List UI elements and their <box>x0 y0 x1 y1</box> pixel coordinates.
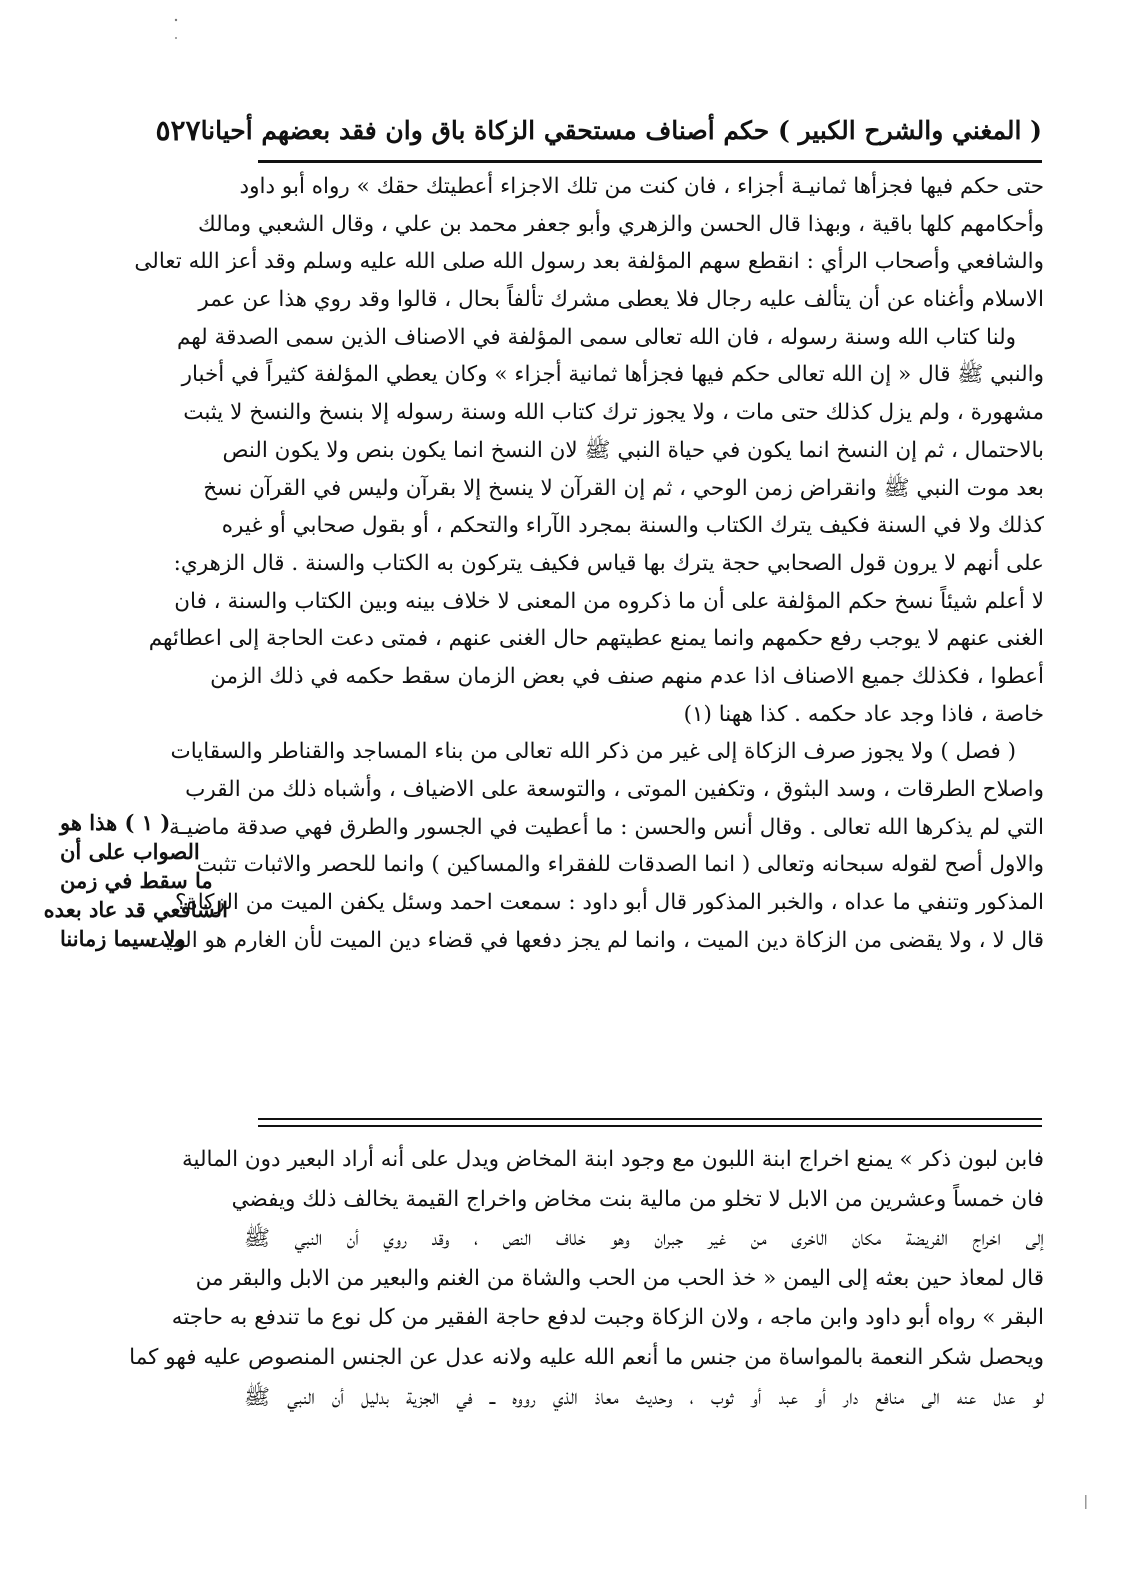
text-line: ولنا كتاب الله وسنة رسوله ، فان الله تعالى سمى المؤلفة في الاصناف الذين سمى الصدقة لهم <box>176 324 1016 350</box>
commentary-line: ويحصل شكر النعمة بالمواساة من جنس ما أنعم الله عليه ولانه عدل عن الجنس المنصوص عليه فهو كما <box>129 1344 1044 1370</box>
text-line: التي لم يذكرها الله تعالى . وقال أنس والحسن : ما أعطيت في الجسور والطرق فهي صدقة ماضيـة <box>169 814 1044 840</box>
text-line: واصلاح الطرقات ، وسد البثوق ، وتكفين الموتى ، والتوسعة على الاضياف ، وأشباه ذلك من القرب <box>185 777 1044 802</box>
margin-footnote <box>43 808 228 953</box>
text-line: والنبي ﷺ قال « إن الله تعالى حكم فيها فجزأها ثمانية أجزاء » وكان يعطي المؤلفة كثيراً في أخبار <box>181 362 1044 388</box>
text-line: خاصة ، فاذا وجد عاد حكمه . كذا ههنا (١) <box>683 701 1044 727</box>
text-line: قال لا ، ولا يقضى من الزكاة دين الميت ، وانما لم يجز دفعها في قضاء دين الميت لأن الغارم هو الميت <box>145 927 1044 953</box>
margin-note-line: ولا سيما زماننا <box>60 926 186 951</box>
text-line: حتى حكم فيها فجزأها ثمانيـة أجزاء ، فان كنت من تلك الاجزاء أعطيتك حقك » رواه أبو داود <box>239 174 1044 199</box>
section-divider <box>258 1118 1042 1127</box>
margin-note-line: الصواب على أن <box>60 839 200 864</box>
text-line: بالاحتمال ، ثم إن النسخ انما يكون في حياة النبي ﷺ لان النسخ انما يكون بنص ولا يكون النص <box>222 437 1044 463</box>
text-line: على أنهم لا يرون قول الصحابي حجة يترك بها قياس فكيف يتركون به الكتاب والسنة . قال الزهري: <box>173 550 1044 576</box>
margin-note-line: الشافعي قد عاد بعده <box>43 897 228 922</box>
text-line: مشهورة ، ولم يزل كذلك حتى مات ، ولا يجوز ترك كتاب الله وسنة رسوله إلا بنسخ والنسخ لا يثبت <box>183 400 1044 426</box>
commentary-line: البقر » رواه أبو داود وابن ماجه ، ولان الزكاة وجبت لدفع حاجة الفقير من كل نوع ما تندفع به حاجته <box>171 1305 1044 1331</box>
text-line: بعد موت النبي ﷺ وانقراض زمن الوحي ، ثم إن القرآن لا ينسخ إلا بقرآن وليس في القرآن نسخ <box>203 475 1044 501</box>
text-line: الاسلام وأغناه عن أن يتألف عليه رجال فلا يعطى مشرك تألفاً بحال ، قالوا وقد روي هذا عن عمر <box>198 287 1044 313</box>
text-line: والاول أصح لقوله سبحانه وتعالى ( انما الصدقات للفقراء والمساكين ) وانما للحصر والاثبات تثبت <box>196 852 1044 878</box>
commentary-line: قال لمعاذ حين بعثه إلى اليمن « خذ الحب من الحب والشاة من الغنم والبعير من الابل والبقر من <box>195 1265 1044 1291</box>
page-number: ٥٢٧ <box>155 113 201 147</box>
text-line: المذكور وتنفي ما عداه ، والخبر المذكور قال أبو داود : سمعت احمد وسئل يكفن الميت من الزكاة؟ <box>175 890 1044 916</box>
header-rule <box>258 160 1042 163</box>
text-line: كذلك ولا في السنة فكيف يترك الكتاب والسنة بمجرد الآراء والتحكم ، أو بقول صحابي أو غيره <box>221 513 1044 539</box>
text-line: أعطوا ، فكذلك جميع الاصناف اذا عدم منهم صنف في بعض الزمان سقط حكمه في ذلك الزمن <box>210 663 1044 689</box>
text-line: لا أعلم شيئاً نسخ حكم المؤلفة على أن ما ذكروه من المعنى لا خلاف بينه وبين الكتاب والسنة ، فان <box>174 588 1044 614</box>
margin-note-line: ( ١ ) هذا هو <box>60 810 171 835</box>
commentary-line: لو عدل عنه الى منافع دار أو عبد أو ثوب ، وحديث معاذ الذي رووه ــ في الجزية بدليل أن النبي ﷺ <box>244 1384 1044 1410</box>
commentary-line: فان خمساً وعشرين من الابل لا تخلو من مالية بنت مخاض واخراج القيمة يخالف ذلك ويفضي <box>231 1186 1044 1212</box>
running-header <box>155 108 1042 152</box>
commentary-line: فابن لبون ذكر » يمنع اخراج ابنة اللبون مع وجود ابنة المخاض ويدل على أنه أراد البعير دون المالية <box>181 1147 1044 1172</box>
text-line: الغنى عنهم لا يوجب رفع حكمهم وانما يمنع عطيتهم حال الغنى عنهم ، فمتى دعت الحاجة إلى اعطائهم <box>148 626 1044 652</box>
header-title: ( المغني والشرح الكبير ) حكم أصناف مستحقي الزكاة باق وان فقد بعضهم أحيانا <box>200 115 1042 145</box>
text-line: وأحكامهم كلها باقية ، وبهذا قال الحسن والزهري وأبو جعفر محمد بن علي ، وقال الشعبي ومالك <box>197 211 1044 237</box>
commentary-line: إلى اخراج الفريضة مكان الاخرى من غير جبران وهو خلاف النص ، وقد روي أن النبي ﷺ <box>244 1226 1044 1252</box>
lower-commentary-text <box>129 1140 1044 1417</box>
text-line: والشافعي وأصحاب الرأي : انقطع سهم المؤلفة بعد رسول الله صلى الله عليه وسلم وقد أعز الله تعالى <box>134 249 1044 275</box>
section-heading-line: ( فصل ) ولا يجوز صرف الزكاة إلى غير من ذكر الله تعالى من بناء المساجد والقناطر والسقايات <box>170 739 1016 765</box>
margin-note-line: ما سقط في زمن <box>60 868 213 893</box>
